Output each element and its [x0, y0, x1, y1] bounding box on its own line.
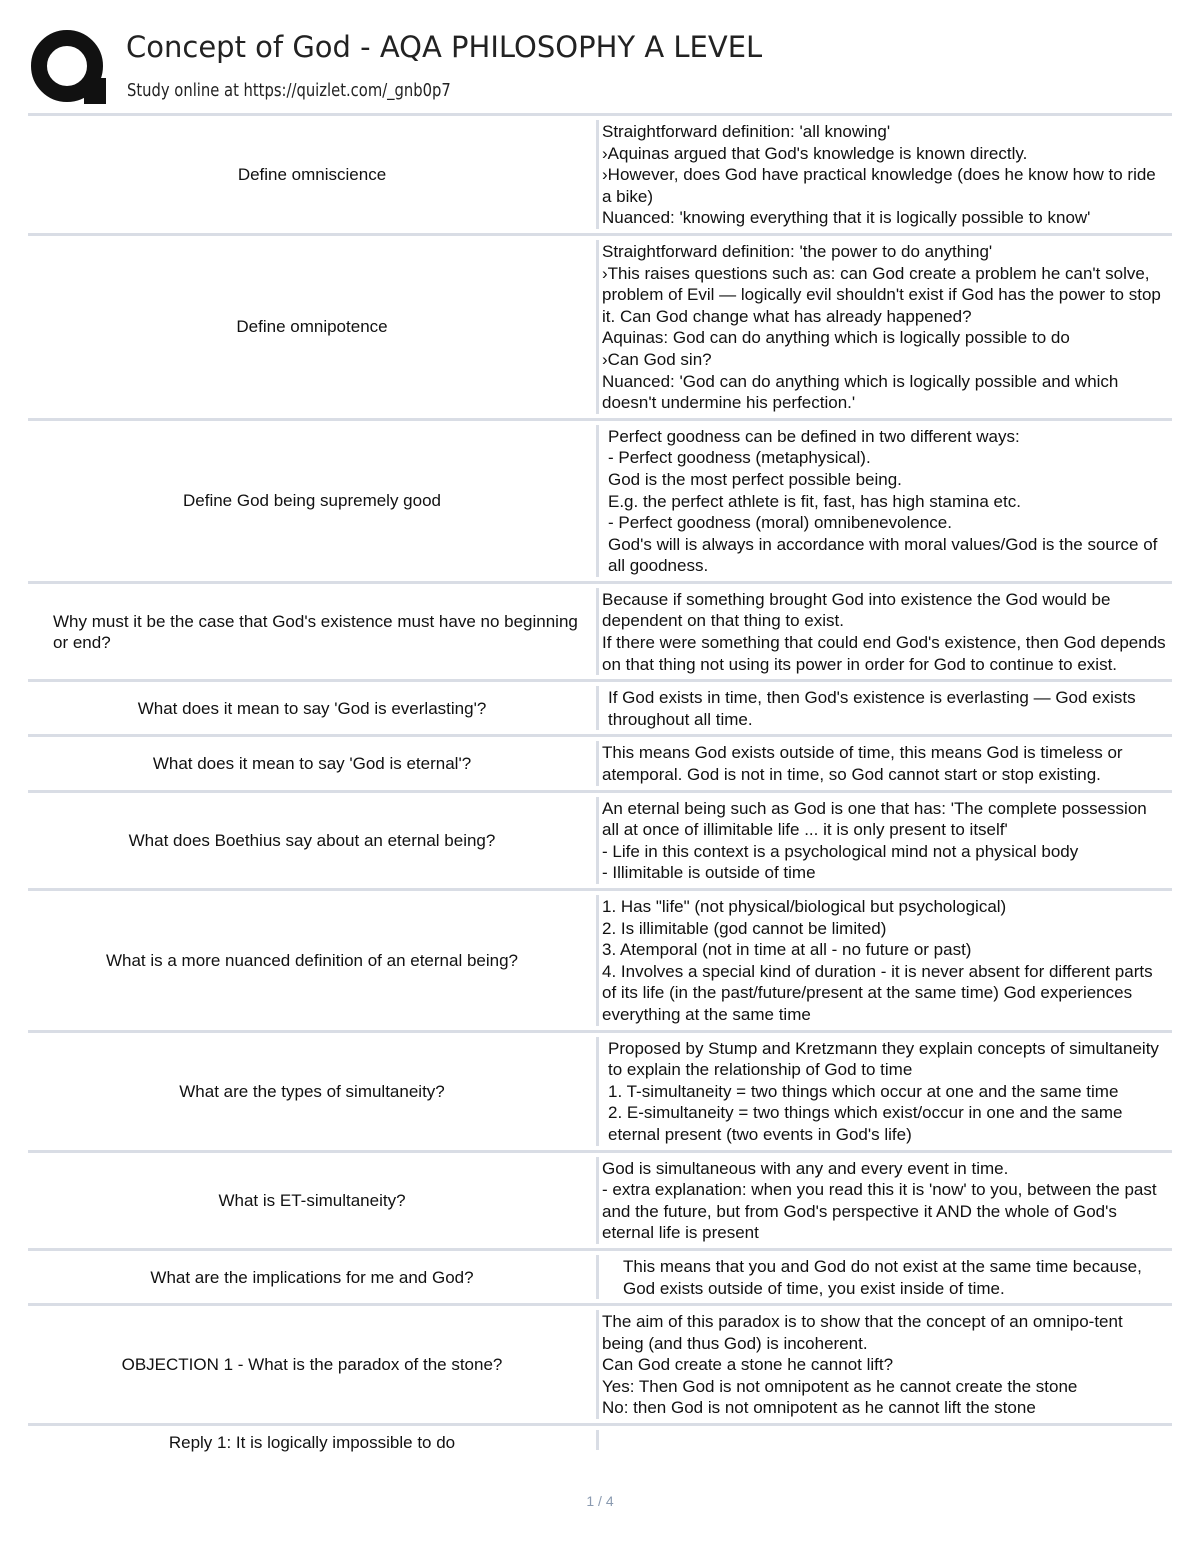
column-divider: [596, 425, 599, 577]
card-definition: Perfect goodness can be defined in two different ways: - Perfect goodness (metaphysical). God is the most perfect possible being. E.g. the perfect athlete is fit, fast, has high stamina etc. - Perfect goodness (moral) omnibenevolence. God's will is always in accordance with moral values/God is the source of all goodness.: [608, 426, 1158, 576]
flashcard-row: [28, 581, 1172, 679]
flashcard-row: [28, 1423, 1172, 1460]
card-definition: This means God exists outside of time, this means God is timeless or atemporal. God is not in time, so God cannot start or stop existing.: [602, 743, 1123, 785]
card-definition: If God exists in time, then God's existence is everlasting — God exists throughout all time.: [608, 688, 1136, 729]
column-divider: [596, 741, 599, 785]
flashcard-row: [28, 1150, 1172, 1248]
flashcard-row: [28, 233, 1172, 418]
study-online-link[interactable]: Study online at https://quizlet.com/_gnb0p7: [127, 80, 451, 101]
card-definition: Straightforward definition: 'all knowing' ›Aquinas argued that God's knowledge is known directly. ›However, does God have practical knowledge (does he know how to ride a bike) Nuanced: 'knowing everything that it is logically possible to know': [602, 122, 1156, 228]
card-term: OBJECTION 1 - What is the paradox of the stone?: [121, 1355, 503, 1375]
card-definition: God is simultaneous with any and every event in time. - extra explanation: when you read this it is 'now' to you, between the past and the future, but from God's perspective it AND the whole of God's eternal life is present: [602, 1158, 1157, 1243]
flashcard-row: [28, 1303, 1172, 1423]
card-definition: Proposed by Stump and Kretzmann they explain concepts of simultaneity to explain the relationship of God to time 1. T-simultaneity = two things which occur at one and the same time 2. E-simultaneity = two things which exist/occur in one and the same eternal present (two events in God's life): [608, 1038, 1159, 1144]
card-definition: 1. Has "life" (not physical/biological but psychological) 2. Is illimitable (god cannot be limited) 3. Atemporal (not in time at all - no future or past) 4. Involves a special kind of duration - it is never absent for different parts of its life (in the past/future/present at the same time) God experiences everything at the same time: [602, 897, 1153, 1024]
column-divider: [596, 686, 599, 730]
quizlet-logo-icon[interactable]: [30, 28, 108, 108]
column-divider: [596, 588, 599, 675]
page-title: Concept of God - AQA PHILOSOPHY A LEVEL: [126, 30, 763, 64]
column-divider: [596, 240, 599, 414]
page-header: [0, 0, 1200, 112]
flashcard-row: [28, 790, 1172, 888]
card-definition: [602, 1426, 1168, 1435]
card-term: What does it mean to say 'God is everlasting'?: [137, 698, 487, 718]
column-divider: [596, 1430, 599, 1450]
column-divider: [596, 1157, 599, 1244]
card-term: Define God being supremely good: [183, 491, 441, 511]
card-definition: Straightforward definition: 'the power to do anything' ›This raises questions such as: can God create a problem he can't solve, problem of Evil — logically evil shouldn't exist if God has the power to stop it. Can God change what has already happened? Aquinas: God can do anything which is logically possible to do ›Can God sin? Nuanced: 'God can do anything which is logically possible and which doesn't undermine his perfection.': [602, 241, 1161, 413]
card-term: Define omnipotence: [236, 317, 388, 337]
flashcard-table: [28, 113, 1172, 1460]
card-term: Why must it be the case that God's existence must have no beginning or end?: [53, 611, 578, 652]
flashcard-row: [28, 1030, 1172, 1150]
flashcard-row: [28, 1248, 1172, 1303]
column-divider: [596, 1037, 599, 1146]
column-divider: [596, 1310, 599, 1419]
column-divider: [596, 1255, 599, 1299]
flashcard-row: [28, 734, 1172, 789]
card-term: Reply 1: It is logically impossible to do: [168, 1433, 456, 1453]
card-definition: This means that you and God do not exist at the same time because, God exists outside of time, you exist inside of time.: [623, 1256, 1142, 1298]
card-term: What are the types of simultaneity?: [179, 1081, 445, 1101]
column-divider: [596, 895, 599, 1026]
flashcard-row: [28, 888, 1172, 1030]
card-term: What does Boethius say about an eternal being?: [128, 830, 496, 850]
flashcard-row: [28, 679, 1172, 734]
flashcard-row: [28, 418, 1172, 581]
flashcard-row: [28, 113, 1172, 233]
column-divider: [596, 120, 599, 229]
card-term: What does it mean to say 'God is eternal'?: [152, 754, 472, 774]
card-definition: Because if something brought God into existence the God would be dependent on that thing to exist. If there were something that could end God's existence, then God depends on that thing not using its power in order for God to continue to exist.: [602, 589, 1166, 674]
page-number: 1 / 4: [586, 1493, 614, 1509]
card-definition: The aim of this paradox is to show that the concept of an omnipo-tent being (and thus God) is incoherent. Can God create a stone he cannot lift? Yes: Then God is not omnipotent as he cannot create the stone No: then God is not omnipotent as he cannot lift the stone: [602, 1312, 1123, 1418]
card-term: What are the implications for me and God?: [150, 1267, 474, 1287]
card-term: What is ET-simultaneity?: [218, 1190, 406, 1210]
column-divider: [596, 797, 599, 884]
card-term: Define omniscience: [237, 164, 387, 184]
card-definition: An eternal being such as God is one that has: 'The complete possession all at once of illimitable life ... it is only present to itself' - Life in this context is a psychological mind not a physical body - Illimitable is outside of time: [602, 798, 1147, 883]
card-term: What is a more nuanced definition of an eternal being?: [105, 950, 519, 970]
